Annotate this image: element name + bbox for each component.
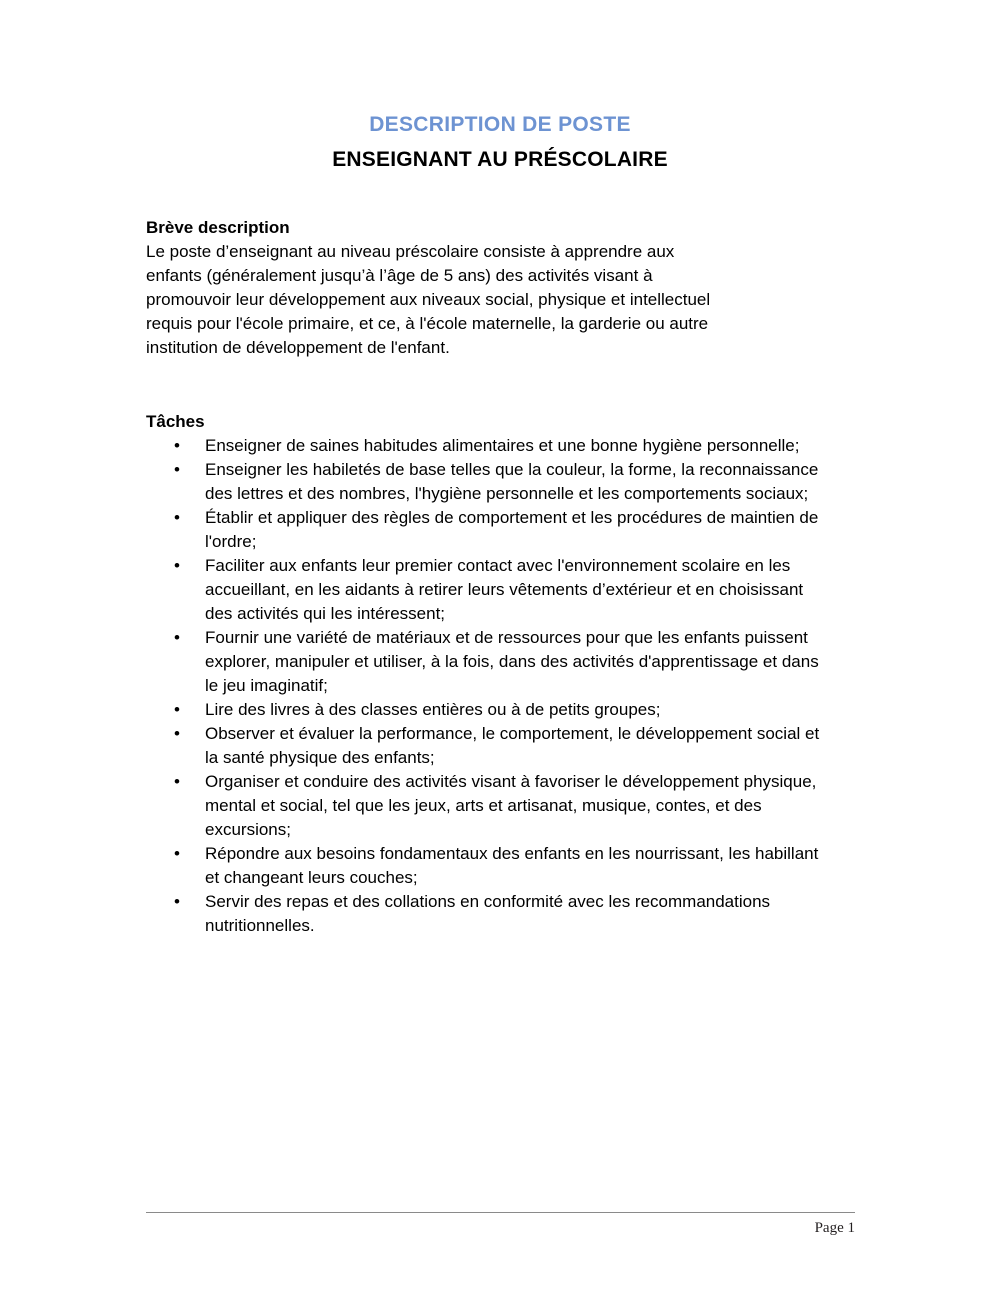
- tasks-list: [146, 434, 860, 938]
- bullet-icon: •: [174, 555, 180, 575]
- list-item: [146, 434, 825, 458]
- page-footer: [146, 1212, 855, 1238]
- list-item: [146, 770, 825, 842]
- bullet-icon: •: [174, 699, 180, 719]
- list-item-label: Faciliter aux enfants leur premier contact avec l'environnement scolaire en les accueillant, en les aidants à retirer leurs vêtements d’extérieur et en choisissant des activités qui les intéressent;: [205, 555, 804, 623]
- description-paragraph: Le poste d’enseignant au niveau préscolaire consiste à apprendre aux enfants (généralement jusqu’à l’âge de 5 ans) des activités visant à promouvoir leur développement aux niveaux social, physique et intellectuel requis pour l'école primaire, et ce, à l'école maternelle, la garderie ou autre institution de développement de l'enfant.: [146, 241, 711, 357]
- list-item-label: Établir et appliquer des règles de comportement et les procédures de maintien de l'ordre;: [205, 507, 819, 551]
- list-item: [146, 842, 825, 890]
- document-kicker: DESCRIPTION DE POSTE: [369, 113, 631, 136]
- bullet-icon: •: [174, 843, 180, 863]
- document-body: [0, 174, 1000, 938]
- list-item: [146, 626, 825, 698]
- list-item-label: Fournir une variété de matériaux et de ressources pour que les enfants puissent explorer, manipuler et utiliser, à la fois, dans des activités d'apprentissage et dans le jeu imaginatif;: [205, 627, 819, 695]
- document-header: [0, 0, 1000, 174]
- bullet-icon: •: [174, 891, 180, 911]
- bullet-icon: •: [174, 459, 180, 479]
- section-taches: [146, 410, 860, 938]
- list-item-label: Enseigner de saines habitudes alimentaires et une bonne hygiène personnelle;: [205, 435, 800, 455]
- bullet-icon: •: [174, 627, 180, 647]
- list-item: [146, 698, 825, 722]
- page-number: Page 1: [814, 1220, 855, 1236]
- list-item: [146, 554, 825, 626]
- bullet-icon: •: [174, 507, 180, 527]
- list-item: [146, 458, 825, 506]
- list-item-label: Répondre aux besoins fondamentaux des enfants en les nourrissant, les habillant et changeant leurs couches;: [205, 843, 819, 887]
- bullet-icon: •: [174, 435, 180, 455]
- list-item-label: Observer et évaluer la performance, le comportement, le développement social et la santé physique des enfants;: [205, 723, 820, 767]
- section-heading-tasks: Tâches: [146, 411, 205, 431]
- bullet-icon: •: [174, 723, 180, 743]
- list-item-label: Organiser et conduire des activités visant à favoriser le développement physique, mental et social, tel que les jeux, arts et artisanat, musique, contes, et des excursions;: [205, 771, 817, 839]
- list-item: [146, 722, 825, 770]
- section-breve-description: [146, 216, 860, 360]
- section-heading-description: Brève description: [146, 217, 290, 237]
- list-item-label: Lire des livres à des classes entières ou à de petits groupes;: [205, 699, 661, 719]
- bullet-icon: •: [174, 771, 180, 791]
- list-item-label: Servir des repas et des collations en conformité avec les recommandations nutritionnelles.: [205, 891, 771, 935]
- list-item: [146, 890, 825, 938]
- page-title: ENSEIGNANT AU PRÉSCOLAIRE: [332, 148, 668, 172]
- list-item: [146, 506, 825, 554]
- list-item-label: Enseigner les habiletés de base telles que la couleur, la forme, la reconnaissance des lettres et des nombres, l'hygiène personnelle et les comportements sociaux;: [205, 459, 819, 503]
